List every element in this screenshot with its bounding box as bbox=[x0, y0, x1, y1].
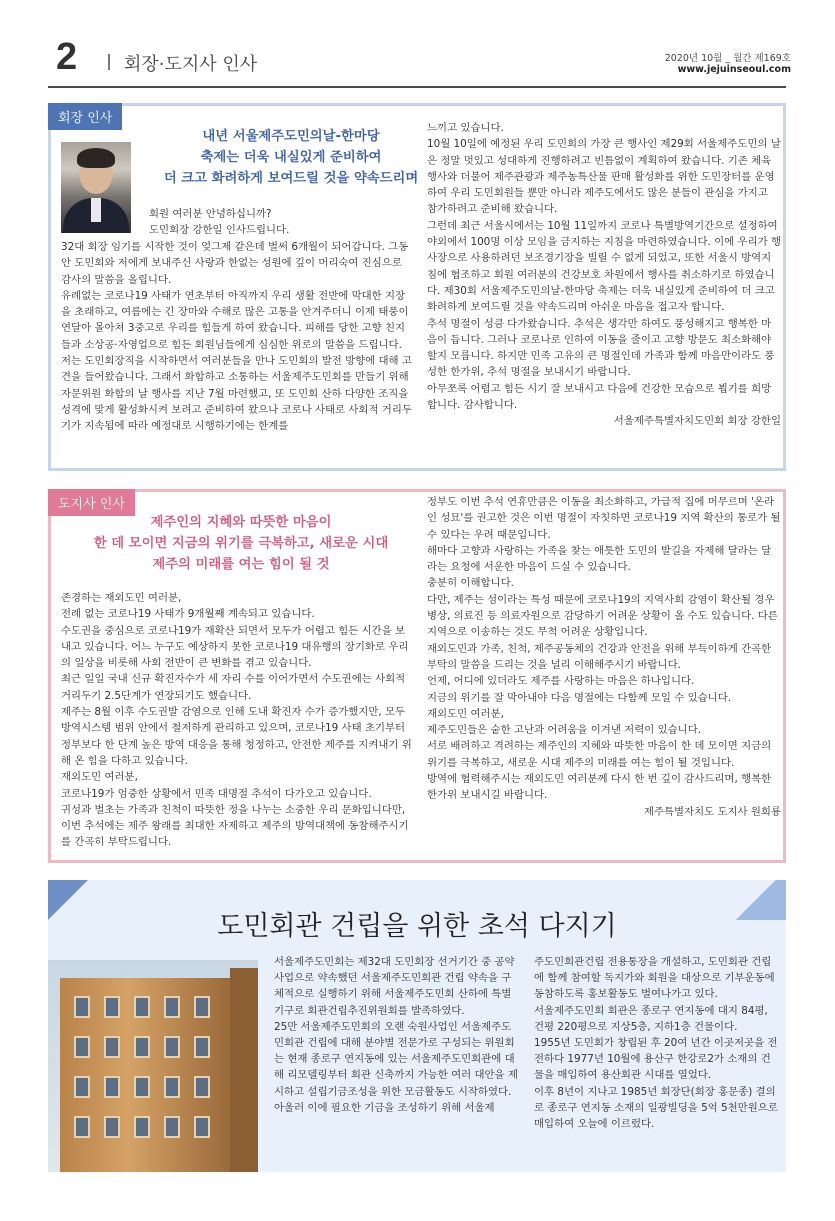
governor-left-column: 존경하는 재외도민 여러분, 전례 없는 코로나19 사태가 9개월째 계속되고 있습니다. 수도권을 중심으로 코로나19가 재확산 되면서 모두가 어렵고 힘든 시간을 보내고 있습니다. 어느 누구도 예상하지 못한 코로나19 대유행의 장기화로 우리의 일상을 비롯해 사회 전반이 큰 변화를 겪고 있습니다. 최근 일일 국내 신규 확진자수가 세 자리 수를 이어가면서 수도권에는 사회적 거리두기 2.5단계가 연장되기도 했습니다. 제주는 8월 이후 수도권발 감염으로 인해 도내 확진자 수가 증가했지만, 모두 방역시스템 범위 안에서 철저하게 관리하고 있으며, 코로나19 사태 초기부터 정부보다 한 단계 높은 방역 대응을 통해 청정하고, 안전한 제주를 지켜내기 위해 온 힘을 다하고 있습니다. 재외도민 여러분, 코로나19가 엄중한 상황에서 민족 대명절 추석이 다가오고 있습니다. 귀성과 벌초는 가족과 친척이 따뜻한 정을 나누는 소중한 우리 문화입니다만, 이번 추석에는 제주 왕래를 최대한 자제하고 제주의 방역대책에 동참해주시기를 간곡히 부탁드립니다. bbox=[61, 592, 412, 849]
issue-info: 2020년 10월 _ 월간 제169호 bbox=[664, 53, 791, 64]
chairman-signature: 서울제주특별자치도민회 회장 강한일 bbox=[613, 415, 781, 428]
site-url[interactable]: www.jejuinseoul.com bbox=[677, 64, 791, 75]
building-photo bbox=[48, 960, 258, 1172]
chairman-right-column: 느끼고 있습니다. 10월 10일에 예정된 우리 도민회의 가장 큰 행사인 제29회 서울제주도민의 날은 정말 멋있고 성대하게 진행하려고 빈틈없이 계획하여 왔습니다. 기존 체육행사와 더불어 제주관광과 제주농특산물 판매 활성화를 위한 도민장터를 운영하여 우리 도민회원들 뿐만 아니라 제주도에서도 많은 분들이 관심을 가지고 참가하려고 준비해 왔습니다. 그런데 최근 서울시에서는 10월 11일까지 코로나 특별방역기간으로 설정하여 야외에서 100명 이상 모임을 금지하는 지침을 마련하였습니다. 이에 우리가 행사장으로 사용하려던 보조경기장을 빌릴 수 없게 되었고, 또한 서울시 방역지침에 협조하고 회원 여러분의 건강보호 차원에서 행사를 취소하기로 하였습니다. 제30회 서울제주도민의날-한마당 축제는 더욱 내실있게 준비하여 더 크고 화려하게 보여드릴 것을 약속드리며 아쉬운 마음을 접고자 합니다. 추석 명절이 성큼 다가왔습니다. 추석은 생각만 하여도 풍성해지고 행복한 마음이 듭니다. 그러나 코로나로 인하여 이동을 줄이고 고향 방문도 최소화해야 할지 모릅니다. 하지만 민족 고유의 큰 명절인데 가족과 함께 마음만이라도 풍성한 한가위, 추석 명절을 보내시기 바랍니다. 아무쪼록 어렵고 힘든 시기 잘 보내시고 다음에 건강한 모습으로 뵙기를 희망합니다. 감사합니다. 서울제주특별자치도민회 회장 강한일 bbox=[427, 120, 781, 430]
governor-tag: 도지사 인사 bbox=[48, 489, 135, 516]
chairman-tag: 회장 인사 bbox=[48, 103, 122, 130]
feature-article bbox=[48, 880, 786, 1172]
chairman-left-column: 32대 회장 임기를 시작한 것이 엊그제 같은데 벌써 6개월이 되어갑니다. 그동안 도민회와 저에게 보내주신 사랑과 한없는 성원에 깊이 머리숙여 진심으로 감사의 말씀을 올립니다. 유례없는 코로나19 사태가 연초부터 아직까지 우리 생활 전반에 막대한 지장을 초래하고, 여름에는 긴 장마와 수해로 많은 고통을 안겨주더니 이제 태풍이 연달아 몰아쳐 3중고로 우리를 힘들게 하여 왔습니다. 피해를 당한 고향 친지들과 소상공·자영업으로 힘든 회원님들에게 심심한 위로의 말씀을 드립니다. 저는 도민회장직을 시작하면서 여러분들을 만나 도민회의 발전 방향에 대해 고견을 들어왔습니다. 그래서 화합하고 소통하는 서울제주도민회를 만들기 위해 자문위원 화합의 날 행사를 지난 7월 마련했고, 또 도민회 산하 다양한 조직을 성격에 맞게 활성화시켜 보려고 준비하여 왔으나 코로나 사태로 사회적 거리두기가 지속됨에 따라 예정대로 시행하기에는 한계를 bbox=[61, 241, 412, 433]
governor-signature: 제주특별자치도 도지사 원희룡 bbox=[643, 805, 781, 818]
header-rule bbox=[48, 86, 786, 88]
chairman-greeting-box bbox=[48, 103, 786, 471]
feature-right-column: 주도민회관건립 전용통장을 개설하고, 도민회관 건립에 함께 참여할 독지가와 회원을 대상으로 기부운동에 동참하도록 홍보활동도 벌여나가고 있다. 서울제주도민회 회관은 종로구 연지동에 대지 84평, 건평 220평으로 지상5층, 지하1층 건물이다. 1955년 도민회가 창립된 후 20여 년간 이곳저곳을 전전하다 1977년 10월에 용산구 한강로2가 소재의 건물을 매입하여 용산회관 시대를 열었다. 이후 8년이 지나고 1985년 회장단(회장 홍문종) 결의로 종로구 연지동 소재의 일광빌딩을 5억 5천만원으로 매입하여 오늘에 이르렀다. bbox=[534, 956, 778, 1131]
feature-left-column: 서울제주도민회는 제32대 도민회장 선거기간 중 공약사업으로 약속했던 서울제주도민회관 건립 약속을 구체적으로 실행하기 위해 서울제주도민회 산하에 특별기구로 회관건립추진위원회를 발족하였다. 25만 서울제주도민회의 오랜 숙원사업인 서울제주도민회관 건립에 대해 분야별 전문가로 구성되는 위원회는 현재 종로구 연지동에 있는 서울제주도민회관에 대해 리모델링부터 회관 신축까지 가능한 여러 대안을 제시하고 설립기금조성을 위한 모금활동도 시작하였다. 아울러 이에 필요한 기금을 조성하기 위해 서울제 bbox=[274, 956, 518, 1114]
governor-greeting-box bbox=[48, 489, 786, 863]
chairman-photo bbox=[61, 142, 131, 233]
section-title: 회장·도지사 인사 bbox=[124, 54, 258, 75]
chairman-intro: 회원 여러분 안녕하십니까? 도민회장 강한일 인사드립니다. bbox=[149, 208, 290, 237]
chairman-headline: 내년 서울제주도민의날-한마당 축제는 더욱 내실있게 준비하여 더 크고 화려하게 보여드릴 것을 약속드리며 bbox=[163, 129, 419, 186]
header-divider bbox=[108, 54, 110, 70]
page-number: 2 bbox=[56, 36, 78, 78]
feature-title: 도민회관 건립을 위한 초석 다지기 bbox=[217, 911, 617, 942]
governor-right-column: 정부도 이번 추석 연휴만큼은 이동을 최소화하고, 가급적 집에 머무르며 '온라인 성묘'를 권고한 것은 이번 명절이 자칫하면 코로나19 지역 확산의 통로가 될 수 있다는 우려 때문입니다. 해마다 고향과 사랑하는 가족을 찾는 애틋한 도민의 발길을 자제해 달라는 달라는 요청에 서운한 마음이 드실 수 있습니다. 충분히 이해합니다. 다만, 제주는 섬이라는 특성 때문에 코로나19의 지역사회 감염이 확산될 경우 병상, 의료진 등 의료자원으로 감당하기 어려운 상황이 올 수도 있습니다. 다른 지역으로 이송하는 것도 무척 어려운 상황입니다. 재외도민과 가족, 친척, 제주공동체의 건강과 안전을 위해 부득이하게 간곡한 부탁의 말씀을 드리는 것을 널리 이해해주시기 바랍니다. 언제, 어디에 있더라도 제주를 사랑하는 마음은 하나입니다. 지금의 위기를 잘 막아내야 다음 명절에는 다함께 모일 수 있습니다. 재외도민 여러분, 제주도민들은 숱한 고난과 어려움을 이겨낸 저력이 있습니다. 서로 배려하고 격려하는 제주인의 지혜와 따뜻한 마음이 한 데 모이면 지금의 위기를 극복하고, 새로운 시대 제주의 미래를 여는 힘이 될 것입니다. 방역에 협력해주시는 재외도민 여러분께 다시 한 번 깊이 감사드리며, 행복한 한가위 보내시길 바랍니다. 제주특별자치도 도지사 원희룡 bbox=[427, 494, 781, 820]
governor-headline: 제주인의 지혜와 따뜻한 마음이 한 데 모이면 지금의 위기를 극복하고, 새로운 시대 제주의 미래를 여는 힘이 될 것 bbox=[93, 515, 389, 572]
